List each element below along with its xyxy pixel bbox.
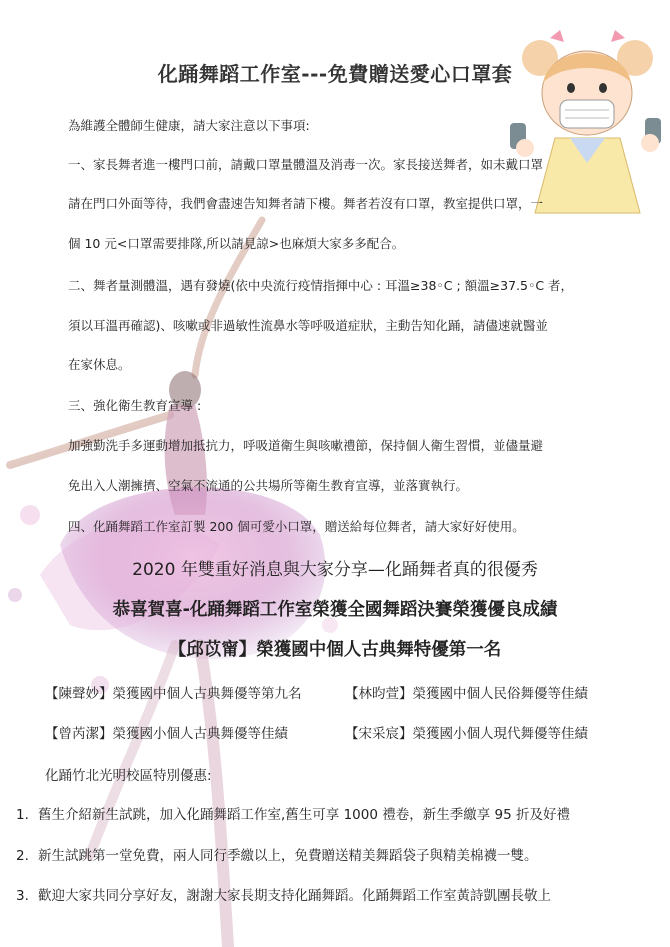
congrats-headline: 恭喜賀喜-化踊舞蹈工作室榮獲全國舞蹈決賽榮獲優良成績 [112,600,558,620]
offer-number: 3. [16,888,29,904]
notice-line: 二、舞者量測體溫，遇有發燒(依中央流行疫情指揮中心 : 耳溫≥38◦C ; 額溫≥37.5◦C 者， [68,278,574,293]
offer-number: 2. [16,848,29,864]
notice-line: 三、強化衛生教育宣導 : [68,398,202,413]
notice-intro: 為維護全體師生健康，請大家注意以下事項: [68,118,310,133]
offer-number: 1. [16,807,29,823]
page-title: 化踊舞蹈工作室---免費贈送愛心口罩套 [157,62,513,86]
news-headline: 2020 年雙重好消息與大家分享—化踊舞者真的很優秀 [132,560,538,580]
award-item: 【曾芮潔】榮獲國小個人古典舞優等佳績 [45,726,288,742]
offer-text: 歡迎大家共同分享好友，謝謝大家長期支持化踊舞蹈。化踊舞蹈工作室黃詩凱團長敬上 [38,888,551,904]
offer-text: 舊生介紹新生試跳，加入化踊舞蹈工作室,舊生可享 1000 禮卷，新生季繳享 95 折及好禮 [38,807,570,823]
award-item: 【宋采宸】榮獲國小個人現代舞優等佳績 [345,726,588,742]
award-item: 【林昀萱】榮獲國中個人民俗舞優等佳績 [345,686,588,702]
top-award-headline: 【邱苡甯】榮獲國中個人古典舞特優第一名 [168,640,502,660]
notice-line: 一、家長舞者進一樓門口前，請戴口罩量體溫及消毒一次。家長接送舞者，如未戴口罩 [68,157,544,172]
offer-item [16,803,570,823]
offer-item [16,844,538,864]
notice-line: 個 10 元<口罩需要排隊,所以請見諒>也麻煩大家多多配合。 [68,236,405,251]
notice-line: 免出入人潮擁擠、空氣不流通的公共場所等衛生教育宣導，並落實執行。 [68,478,469,493]
offer-text: 新生試跳第一堂免費，兩人同行季繳以上，免費贈送精美舞蹈袋子與精美棉襪一雙。 [38,848,538,864]
offer-item [16,884,551,904]
campus-offer-heading: 化踊竹北光明校區特別優惠: [45,768,212,784]
notice-line: 須以耳溫再確認)、咳嗽或非過敏性流鼻水等呼吸道症狀，主動告知化踊，請儘速就醫並 [68,318,548,333]
award-item: 【陳聲妙】榮獲國中個人古典舞優等第九名 [45,686,302,702]
notice-line: 四、化踊舞蹈工作室訂製 200 個可愛小口罩，贈送給每位舞者，請大家好好使用。 [68,519,525,534]
notice-line: 在家休息。 [68,357,131,372]
notice-line: 加強勤洗手多運動增加抵抗力，呼吸道衛生與咳嗽禮節，保持個人衛生習慣，並儘量避 [68,438,544,453]
notice-line: 請在門口外面等待，我們會盡速告知舞者請下樓。舞者若沒有口罩，教室提供口罩，一 [68,196,544,211]
